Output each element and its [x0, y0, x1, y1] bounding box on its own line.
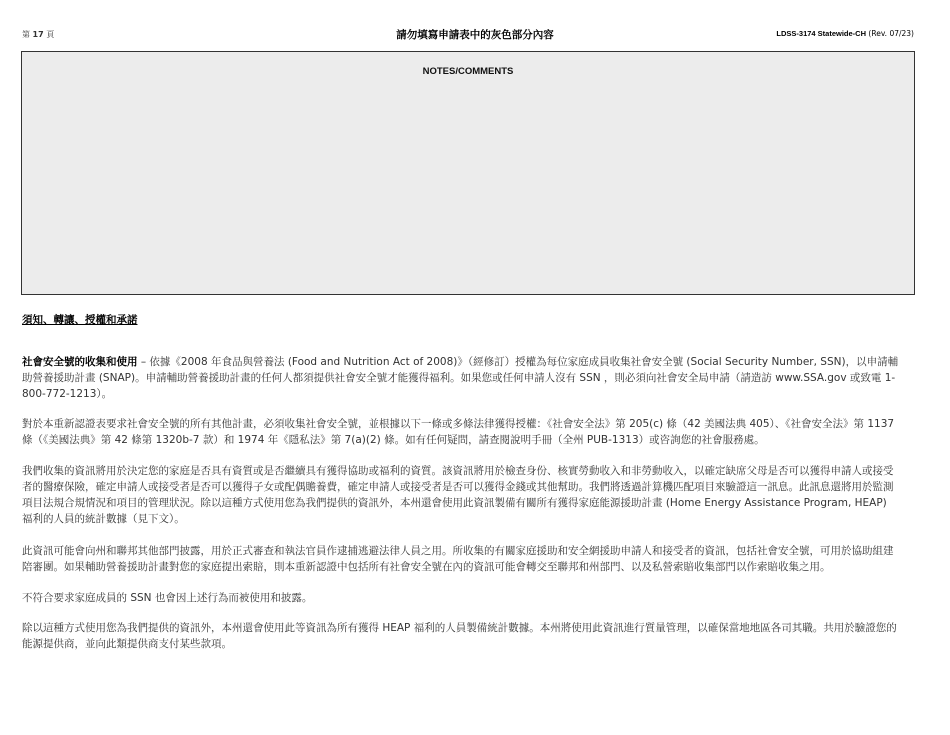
form-identifier: LDSS-3174 Statewide-CH (Rev. 07/23): [776, 29, 914, 38]
ssn-collection-lead: 社會安全號的收集和使用: [22, 356, 138, 368]
disclosure-paragraph: 此資訊可能會向州和聯邦其他部門披露，用於正式審查和執法官員作逮捕逃避法律人員之用。所收集的有關家庭援助和安全網援助申請人和接受者的資訊，包括社會安全號，可用於協助組建陪審團。如果輔助營養援助計畫對您的家庭提出索賠，則本重新認證中包括所有社會安全號在內的資訊可能會轉交至聯邦和州部門、以及私營索賠收集部門以作索賠收集之用。: [22, 545, 894, 573]
legal-authority-paragraph: 對於本重新認證表要求社會安全號的所有其他計畫，必須收集社會安全號，並根據以下一條或多條法律獲得授權：《社會安全法》第 205(c) 條（42 美國法典 405）、《社會安全法》第 1137 條（《美國法典》第 42 條第 1320b-7 款）和 1974 年《隱私法》第 7(a)(2) 條。如有任何疑問，請查閱說明手冊（全州 PUB-1313）或咨詢您的社會服務處。: [22, 418, 895, 446]
information-use-paragraph: 我們收集的資訊將用於決定您的家庭是否具有資質或是否繼續具有獲得協助或福利的資質。該資訊將用於檢查身份、核實勞動收入和非勞動收入，以確定缺席父母是否可以獲得申請人或接受者的醫療保險，確定申請人或接受者是否可以獲得子女或配偶贍養費，確定申請人或接受者是否可以獲得金錢或其他幫助。我們將透過計算機匹配項目來驗證這一訊息。此訊息還將用於監測項目法規合規情況和項目的管理狀況。除以這種方式使用您為我們提供的資訊外，本州還會使用此資訊製備有關所有獲得家庭能源援助計畫 (Home Energy Assistance Program, HEAP) 福利的人員的統計數據（見下文）。: [22, 465, 894, 525]
ssn-collection-body: – 依據《2008 年食品與營養法 (Food and Nutrition Act of 2008)》（經修訂）授權為每位家庭成員收集社會安全號 (Social Security Number, SSN)，以申請輔助營養援助計畫 (SNAP)。申請輔助營養援助計畫的任何人都須提供社會安全號才能獲得福利。如果您或任何申請人沒有 SSN ，則必須向社會安全局申請（請造訪 www.SSA.gov 或致電 1-800-772-1213）。: [22, 356, 899, 400]
page-number: 第 17 頁: [22, 30, 55, 39]
ssn-collection-paragraph: [22, 354, 900, 402]
notes-comments-box[interactable]: [21, 51, 915, 295]
notes-comments-title: NOTES/COMMENTS: [422, 66, 514, 77]
ineligible-members-paragraph: 不符合要求家庭成員的 SSN 也會因上述行為而被使用和披露。: [22, 592, 313, 604]
heap-statistics-paragraph: 除以這種方式使用您為我們提供的資訊外，本州還會使用此等資訊為所有獲得 HEAP 福利的人員製備統計數據。本州將使用此資訊進行質量管理，以確保當地地區各司其職。共用於驗證您的能源提供商，並向此類提供商支付某些款項。: [22, 622, 897, 650]
page-title: 請勿填寫申請表中的灰色部分內容: [396, 29, 554, 41]
section-heading: 須知、轉讓、授權和承諾: [22, 314, 138, 326]
